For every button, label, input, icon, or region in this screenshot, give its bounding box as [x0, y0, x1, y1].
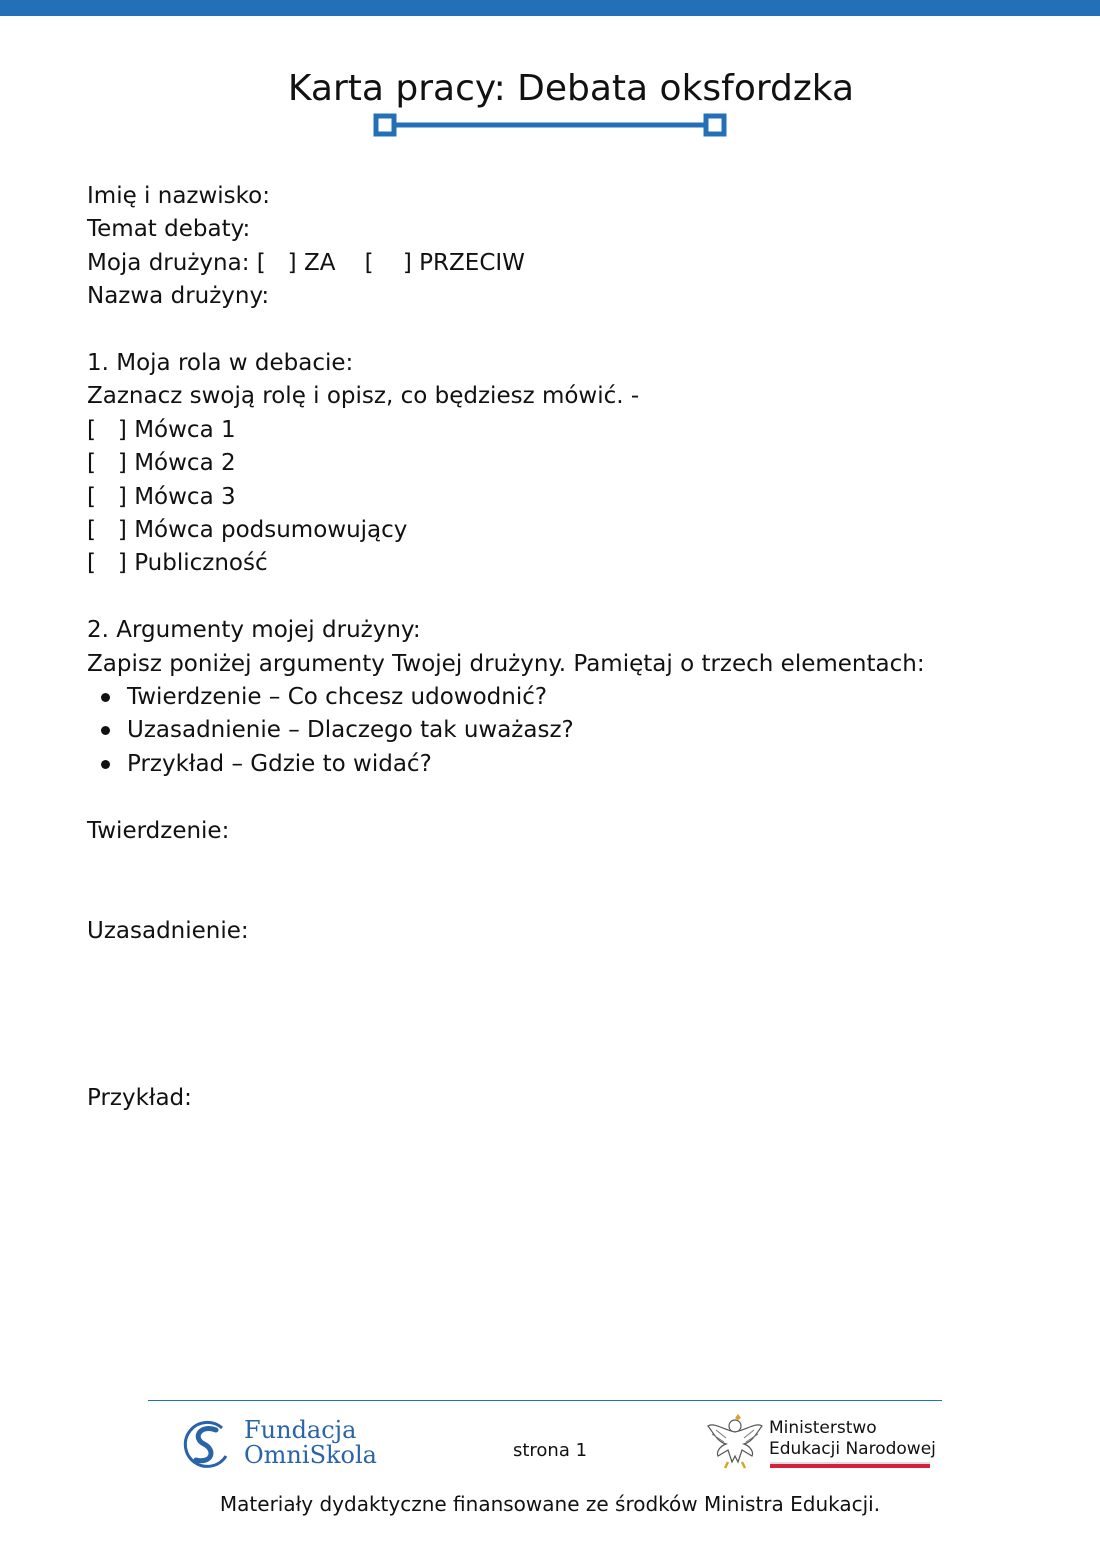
list-item: Twierdzenie – Co chcesz udowodnić? [87, 681, 1047, 714]
national-flag-stripe [770, 1462, 930, 1468]
eagle-emblem-icon [706, 1412, 764, 1474]
bullet-icon [101, 760, 110, 769]
ministry-name-line-1: Ministerstwo [769, 1418, 877, 1438]
claim-label: Twierdzenie: [87, 817, 230, 844]
role-option-speaker-3: [ ] Mówca 3 [87, 483, 236, 510]
bullet-icon [101, 726, 110, 735]
team-choice-line: Moja drużyna: [ ] ZA [ ] PRZECIW [87, 249, 525, 276]
list-item: Uzasadnienie – Dlaczego tak uważasz? [87, 714, 1047, 747]
role-option-summary-speaker: [ ] Mówca podsumowujący [87, 517, 408, 544]
section-2-instruction: Zapisz poniżej argumenty Twojej drużyny. Pamiętaj o trzech elementach: [87, 650, 925, 677]
bullet-icon [101, 693, 110, 702]
name-field-label: Imię i nazwisko: [87, 183, 270, 209]
footer-divider [148, 1400, 942, 1401]
top-accent-bar [0, 0, 1100, 16]
foundation-name-line-1: Fundacja [244, 1416, 357, 1444]
justification-label: Uzasadnienie: [87, 917, 249, 944]
ministry-logo [706, 1412, 946, 1476]
role-option-speaker-2: [ ] Mówca 2 [87, 450, 236, 477]
ministry-name [769, 1418, 936, 1460]
role-option-speaker-1: [ ] Mówca 1 [87, 416, 236, 443]
page-number: strona 1 [512, 1440, 588, 1461]
section-1-instruction: Zaznacz swoją rolę i opisz, co będziesz mówić. - [87, 383, 640, 410]
team-name-label: Nazwa drużyny: [87, 283, 270, 310]
funding-note: Materiały dydaktyczne finansowane ze środków Ministra Edukacji. [219, 1492, 881, 1516]
ministry-name-line-2: Edukacji Narodowej [769, 1439, 936, 1459]
title-underline-decoration [372, 112, 728, 138]
list-item: Przykład – Gdzie to widać? [87, 748, 1047, 781]
foundation-name-line-2: OmniSkola [244, 1441, 377, 1469]
page-title: Karta pracy: Debata oksfordzka [287, 68, 855, 110]
role-option-audience: [ ] Publiczność [87, 550, 268, 577]
worksheet-body [87, 180, 1047, 1115]
section-2-heading: 2. Argumenty mojej drużyny: [87, 617, 421, 644]
argument-elements-list [87, 681, 1047, 781]
topic-field-label: Temat debaty: [87, 216, 251, 243]
section-1-heading: 1. Moja rola w debacie: [87, 350, 354, 377]
example-label: Przykład: [87, 1084, 192, 1111]
